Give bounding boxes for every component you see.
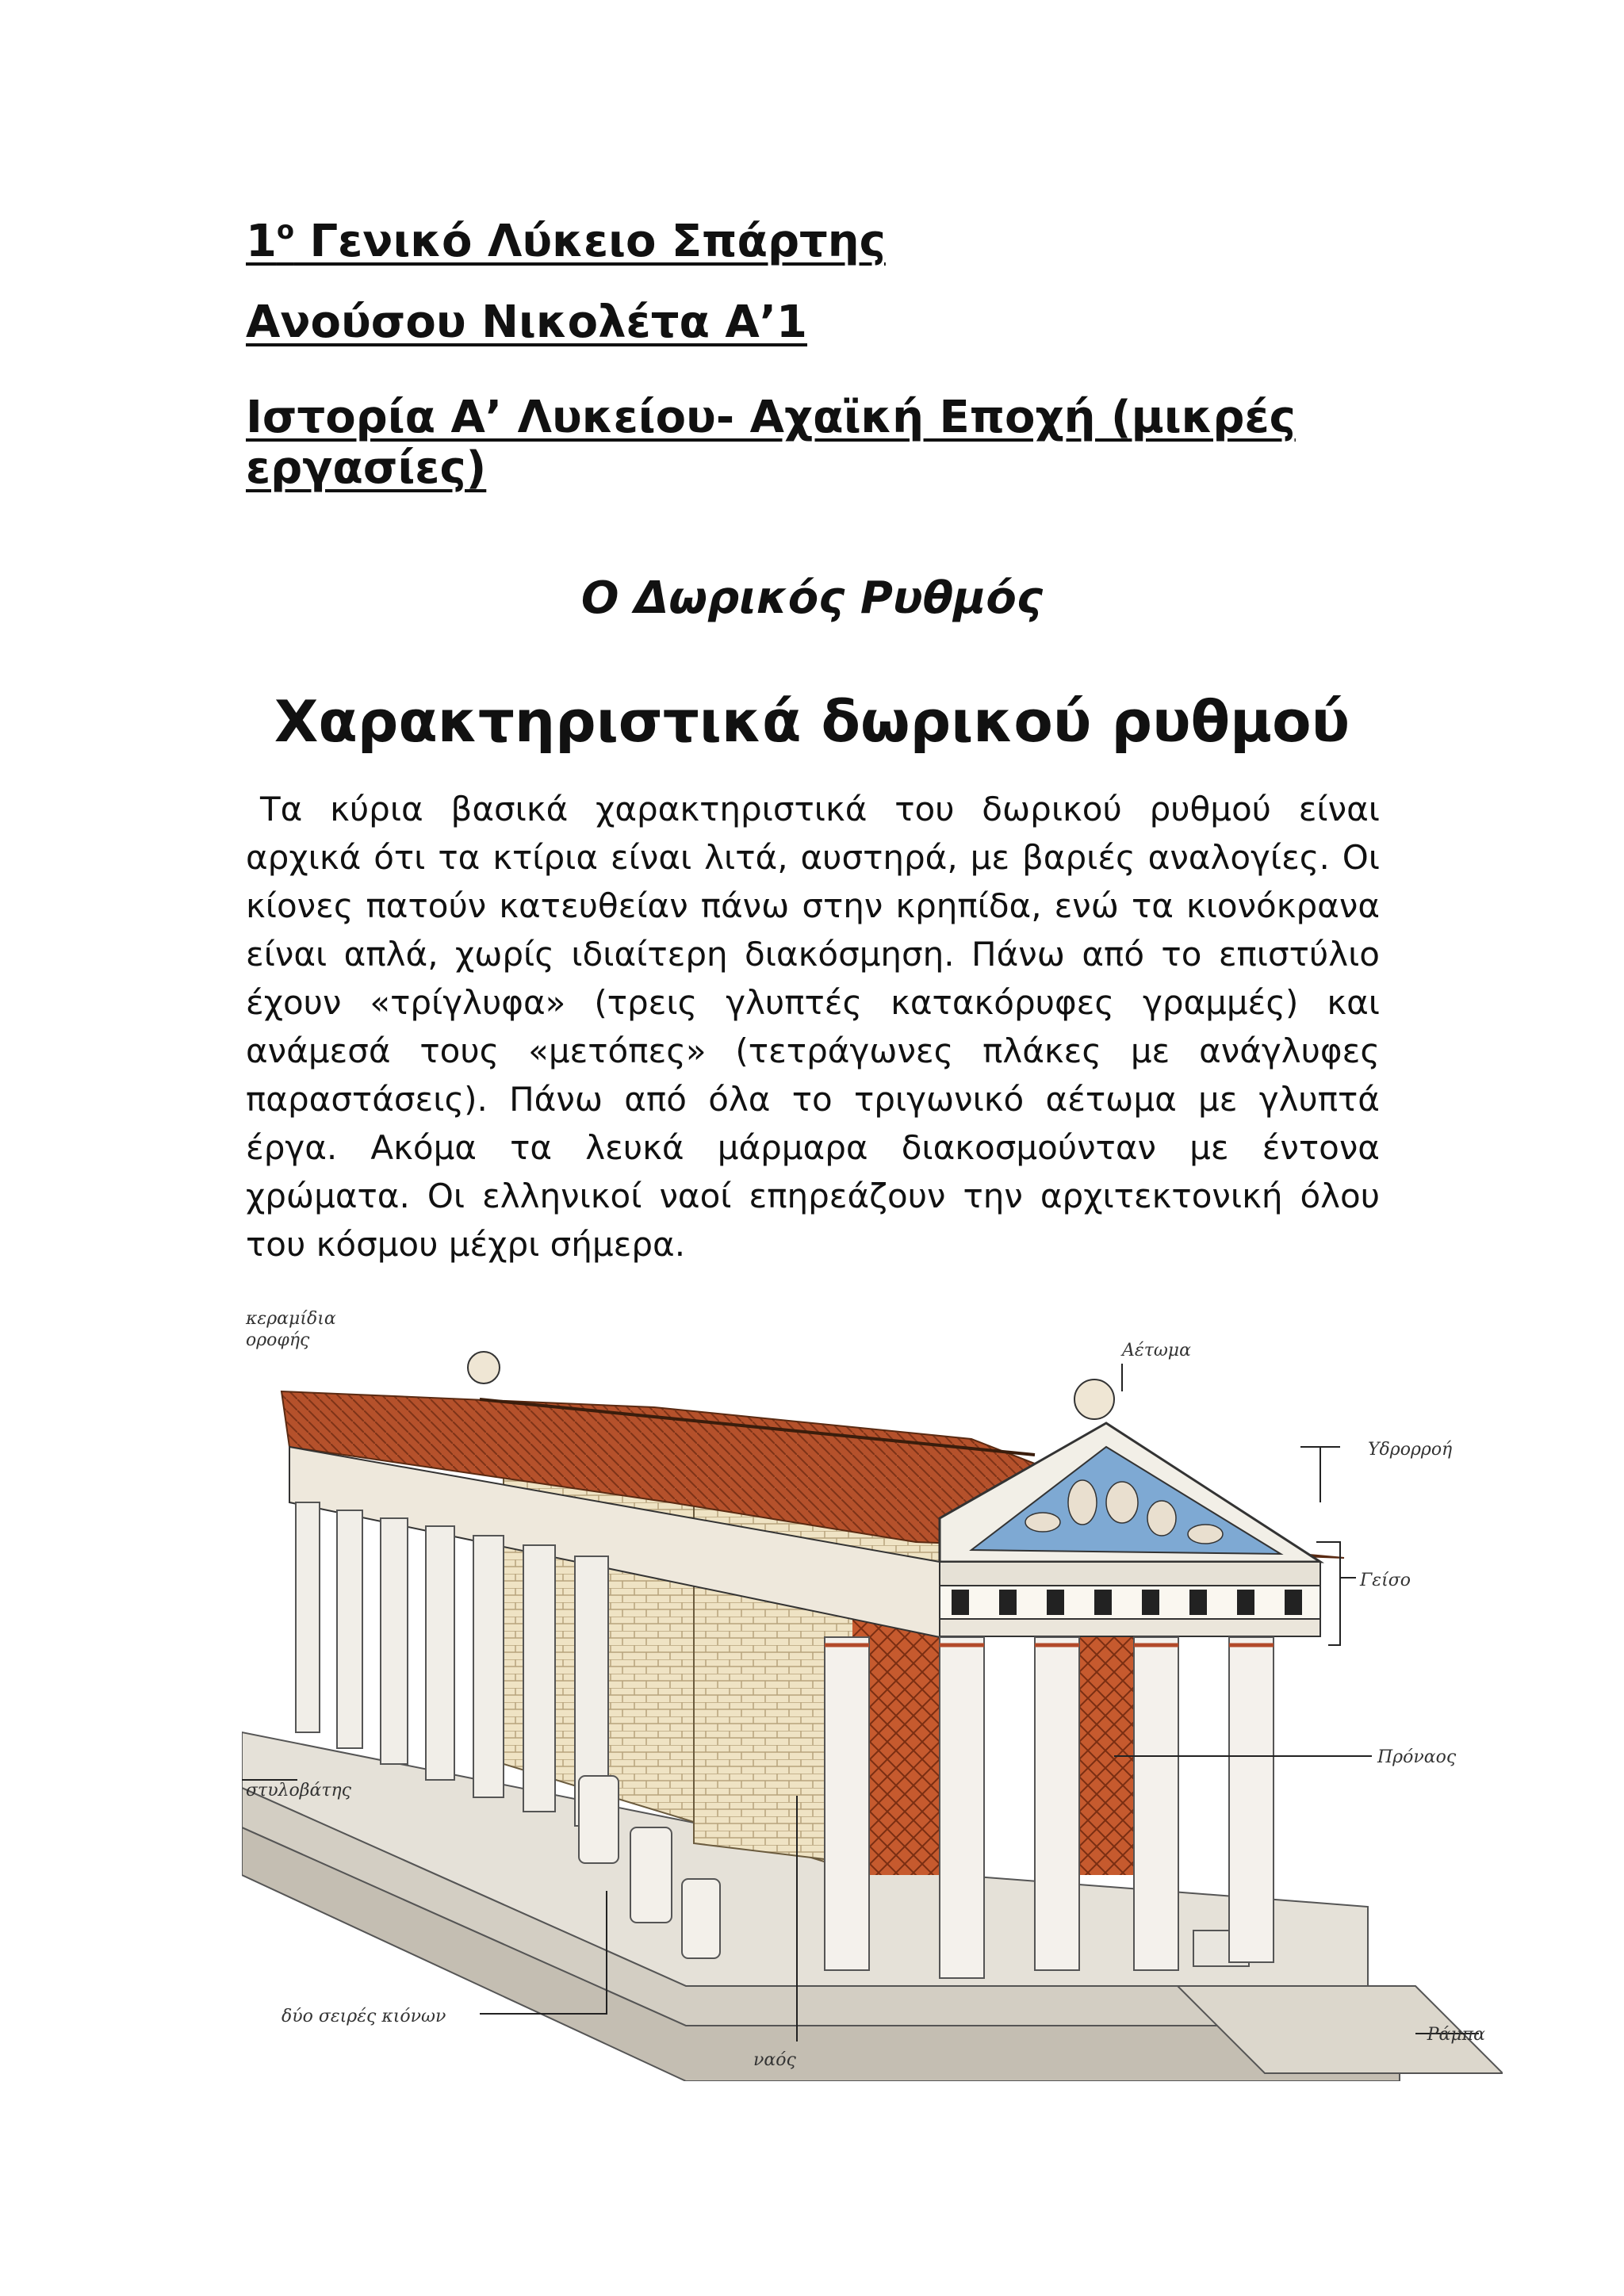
label-roof-tiles: κεραμίδια bbox=[246, 1309, 336, 1329]
section-title: Ο Δωρικός Ρυθμός bbox=[580, 572, 1044, 624]
intro-paragraph: Τα κύρια βασικά χαρακτηριστικά του δωρικού ρυθμού είναι αρχικά ότι τα κτίρια είναι λιτά, αυστηρά, με βαριές αναλογίες. Οι κίονες πατούν κατευθείαν πάνω στην κρηπίδα, ενώ τα κιονόκρανα είναι απλά, χωρίς ιδιαίτερη διακόσμηση. Πάνω από το επιστύλιο έχουν «τρίγλυφα» (τρεις γλυπτές κατακόρυφες γραμμές) και ανάμεσά τους «μετόπες» (τετράγωνες πλάκες με ανάγλυφες παραστάσεις). Πάνω από όλα το τριγωνικό αέτωμα με γλυπτά έργα. Ακόμα τα λευκά μάρμαρα διακοσμούνταν με έντονα χρώματα. Οι ελληνικοί ναοί επηρεάζουν την αρχιτεκτονική όλου του κόσμου μέχρι σήμερα. bbox=[246, 790, 1380, 1264]
doric-temple-diagram bbox=[242, 1288, 1503, 2081]
school-name: $1^o$ Γενικό Λύκειο Σπάρτης bbox=[246, 215, 886, 267]
label-two-rows: δύο σειρές κιόνων bbox=[282, 2007, 446, 2026]
label-ramp: Ράμπα bbox=[1427, 2025, 1485, 2045]
label-gutter: Υδρορροή bbox=[1368, 1440, 1453, 1460]
student-name: Ανούσου Νικολέτα Α’1 bbox=[246, 297, 808, 348]
label-cornice: Γείσο bbox=[1360, 1571, 1411, 1590]
label-pronaos: Πρόναος bbox=[1377, 1747, 1457, 1767]
label-pediment: Αέτωμα bbox=[1122, 1341, 1191, 1360]
main-heading: Χαρακτηριστικά δωρικού ρυθμού bbox=[274, 688, 1350, 755]
temple-illustration bbox=[242, 1352, 1503, 2081]
label-stylobate: στυλοβάτης bbox=[246, 1781, 351, 1800]
label-roof-tiles-2: οροφής bbox=[246, 1330, 310, 1350]
subject-title: Ιστορία Α’ Λυκείου- Αχαϊκή Εποχή (μικρές εργασίες) bbox=[246, 392, 1296, 494]
label-naos: ναός bbox=[753, 2050, 796, 2070]
